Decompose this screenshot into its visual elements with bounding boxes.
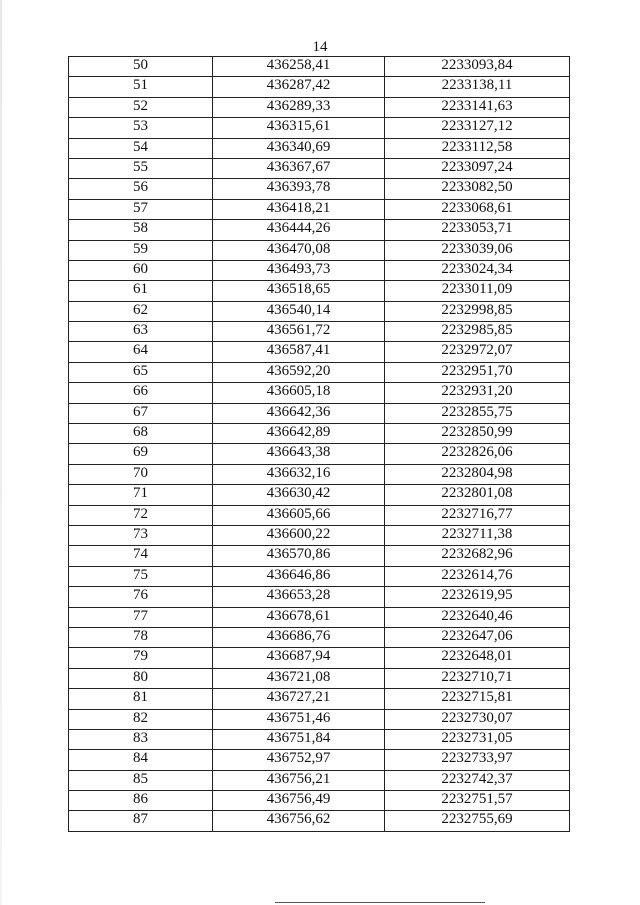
y-coordinate-cell: 2232850,99	[385, 424, 570, 444]
point-number-cell: 76	[69, 587, 213, 607]
page-edge-shadow	[0, 0, 2, 905]
y-coordinate-cell: 2232682,96	[385, 546, 570, 566]
table-row	[69, 444, 570, 464]
x-coordinate-cell: 436540,14	[213, 301, 385, 321]
y-coordinate-cell: 2232855,75	[385, 403, 570, 423]
y-coordinate-cell: 2233053,71	[385, 220, 570, 240]
y-coordinate-cell: 2232731,05	[385, 729, 570, 749]
y-coordinate-cell: 2233141,63	[385, 97, 570, 117]
table-row	[69, 709, 570, 729]
table-row	[69, 301, 570, 321]
point-number-cell: 69	[69, 444, 213, 464]
table-row	[69, 199, 570, 219]
x-coordinate-cell: 436289,33	[213, 97, 385, 117]
table-row	[69, 424, 570, 444]
point-number-cell: 84	[69, 750, 213, 770]
table-row	[69, 464, 570, 484]
point-number-cell: 58	[69, 220, 213, 240]
y-coordinate-cell: 2232751,57	[385, 791, 570, 811]
point-number-cell: 57	[69, 199, 213, 219]
table-row	[69, 750, 570, 770]
y-coordinate-cell: 2233039,06	[385, 240, 570, 260]
table-row	[69, 342, 570, 362]
coordinates-table	[68, 56, 570, 832]
point-number-cell: 65	[69, 362, 213, 382]
x-coordinate-cell: 436367,67	[213, 158, 385, 178]
y-coordinate-cell: 2232711,38	[385, 525, 570, 545]
page-number: 14	[312, 39, 328, 55]
point-number-cell: 71	[69, 485, 213, 505]
point-number-cell: 87	[69, 811, 213, 831]
y-coordinate-cell: 2233011,09	[385, 281, 570, 301]
x-coordinate-cell: 436592,20	[213, 362, 385, 382]
y-coordinate-cell: 2232755,69	[385, 811, 570, 831]
table-row	[69, 260, 570, 280]
x-coordinate-cell: 436646,86	[213, 566, 385, 586]
table-row	[69, 138, 570, 158]
point-number-cell: 80	[69, 668, 213, 688]
y-coordinate-cell: 2232647,06	[385, 627, 570, 647]
x-coordinate-cell: 436756,49	[213, 791, 385, 811]
table-row	[69, 525, 570, 545]
table-row	[69, 403, 570, 423]
y-coordinate-cell: 2233068,61	[385, 199, 570, 219]
table-row	[69, 97, 570, 117]
x-coordinate-cell: 436642,36	[213, 403, 385, 423]
y-coordinate-cell: 2232985,85	[385, 322, 570, 342]
point-number-cell: 56	[69, 179, 213, 199]
y-coordinate-cell: 2232826,06	[385, 444, 570, 464]
y-coordinate-cell: 2233082,50	[385, 179, 570, 199]
y-coordinate-cell: 2232742,37	[385, 770, 570, 790]
table-row	[69, 587, 570, 607]
y-coordinate-cell: 2232640,46	[385, 607, 570, 627]
table-row	[69, 811, 570, 831]
point-number-cell: 53	[69, 118, 213, 138]
y-coordinate-cell: 2233112,58	[385, 138, 570, 158]
point-number-cell: 52	[69, 97, 213, 117]
table-row	[69, 383, 570, 403]
x-coordinate-cell: 436751,84	[213, 729, 385, 749]
x-coordinate-cell: 436643,38	[213, 444, 385, 464]
x-coordinate-cell: 436605,18	[213, 383, 385, 403]
point-number-cell: 55	[69, 158, 213, 178]
x-coordinate-cell: 436444,26	[213, 220, 385, 240]
x-coordinate-cell: 436632,16	[213, 464, 385, 484]
point-number-cell: 85	[69, 770, 213, 790]
x-coordinate-cell: 436470,08	[213, 240, 385, 260]
table-row	[69, 627, 570, 647]
x-coordinate-cell: 436493,73	[213, 260, 385, 280]
y-coordinate-cell: 2232715,81	[385, 689, 570, 709]
table-row	[69, 362, 570, 382]
x-coordinate-cell: 436727,21	[213, 689, 385, 709]
point-number-cell: 81	[69, 689, 213, 709]
point-number-cell: 63	[69, 322, 213, 342]
table-row	[69, 648, 570, 668]
table-row	[69, 729, 570, 749]
x-coordinate-cell: 436756,21	[213, 770, 385, 790]
x-coordinate-cell: 436686,76	[213, 627, 385, 647]
y-coordinate-cell: 2232648,01	[385, 648, 570, 668]
point-number-cell: 59	[69, 240, 213, 260]
x-coordinate-cell: 436340,69	[213, 138, 385, 158]
point-number-cell: 83	[69, 729, 213, 749]
table-row	[69, 57, 570, 77]
x-coordinate-cell: 436678,61	[213, 607, 385, 627]
point-number-cell: 68	[69, 424, 213, 444]
y-coordinate-cell: 2232614,76	[385, 566, 570, 586]
table-row	[69, 505, 570, 525]
point-number-cell: 79	[69, 648, 213, 668]
point-number-cell: 60	[69, 260, 213, 280]
y-coordinate-cell: 2232801,08	[385, 485, 570, 505]
table-row	[69, 77, 570, 97]
point-number-cell: 82	[69, 709, 213, 729]
point-number-cell: 66	[69, 383, 213, 403]
y-coordinate-cell: 2232972,07	[385, 342, 570, 362]
table-row	[69, 566, 570, 586]
point-number-cell: 78	[69, 627, 213, 647]
table-row	[69, 689, 570, 709]
table-row	[69, 668, 570, 688]
table-row	[69, 281, 570, 301]
point-number-cell: 62	[69, 301, 213, 321]
point-number-cell: 51	[69, 77, 213, 97]
point-number-cell: 75	[69, 566, 213, 586]
x-coordinate-cell: 436561,72	[213, 322, 385, 342]
point-number-cell: 54	[69, 138, 213, 158]
table-row	[69, 240, 570, 260]
table-row	[69, 607, 570, 627]
x-coordinate-cell: 436721,08	[213, 668, 385, 688]
y-coordinate-cell: 2233127,12	[385, 118, 570, 138]
point-number-cell: 64	[69, 342, 213, 362]
table-row	[69, 791, 570, 811]
y-coordinate-cell: 2233097,24	[385, 158, 570, 178]
x-coordinate-cell: 436258,41	[213, 57, 385, 77]
coordinates-table-body	[69, 57, 570, 832]
x-coordinate-cell: 436570,86	[213, 546, 385, 566]
x-coordinate-cell: 436653,28	[213, 587, 385, 607]
x-coordinate-cell: 436687,94	[213, 648, 385, 668]
x-coordinate-cell: 436751,46	[213, 709, 385, 729]
point-number-cell: 72	[69, 505, 213, 525]
point-number-cell: 74	[69, 546, 213, 566]
x-coordinate-cell: 436752,97	[213, 750, 385, 770]
y-coordinate-cell: 2232951,70	[385, 362, 570, 382]
x-coordinate-cell: 436418,21	[213, 199, 385, 219]
y-coordinate-cell: 2232730,07	[385, 709, 570, 729]
y-coordinate-cell: 2232710,71	[385, 668, 570, 688]
x-coordinate-cell: 436287,42	[213, 77, 385, 97]
table-row	[69, 220, 570, 240]
x-coordinate-cell: 436642,89	[213, 424, 385, 444]
x-coordinate-cell: 436518,65	[213, 281, 385, 301]
x-coordinate-cell: 436605,66	[213, 505, 385, 525]
point-number-cell: 77	[69, 607, 213, 627]
table-row	[69, 485, 570, 505]
table-row	[69, 546, 570, 566]
y-coordinate-cell: 2233093,84	[385, 57, 570, 77]
point-number-cell: 86	[69, 791, 213, 811]
y-coordinate-cell: 2232804,98	[385, 464, 570, 484]
x-coordinate-cell: 436756,62	[213, 811, 385, 831]
point-number-cell: 61	[69, 281, 213, 301]
table-row	[69, 770, 570, 790]
point-number-cell: 67	[69, 403, 213, 423]
y-coordinate-cell: 2233138,11	[385, 77, 570, 97]
table-row	[69, 118, 570, 138]
y-coordinate-cell: 2233024,34	[385, 260, 570, 280]
table-row	[69, 179, 570, 199]
x-coordinate-cell: 436587,41	[213, 342, 385, 362]
y-coordinate-cell: 2232931,20	[385, 383, 570, 403]
bottom-rule	[275, 902, 485, 903]
table-row	[69, 158, 570, 178]
x-coordinate-cell: 436393,78	[213, 179, 385, 199]
x-coordinate-cell: 436600,22	[213, 525, 385, 545]
y-coordinate-cell: 2232716,77	[385, 505, 570, 525]
y-coordinate-cell: 2232998,85	[385, 301, 570, 321]
point-number-cell: 70	[69, 464, 213, 484]
y-coordinate-cell: 2232733,97	[385, 750, 570, 770]
x-coordinate-cell: 436630,42	[213, 485, 385, 505]
point-number-cell: 50	[69, 57, 213, 77]
y-coordinate-cell: 2232619,95	[385, 587, 570, 607]
table-row	[69, 322, 570, 342]
x-coordinate-cell: 436315,61	[213, 118, 385, 138]
point-number-cell: 73	[69, 525, 213, 545]
